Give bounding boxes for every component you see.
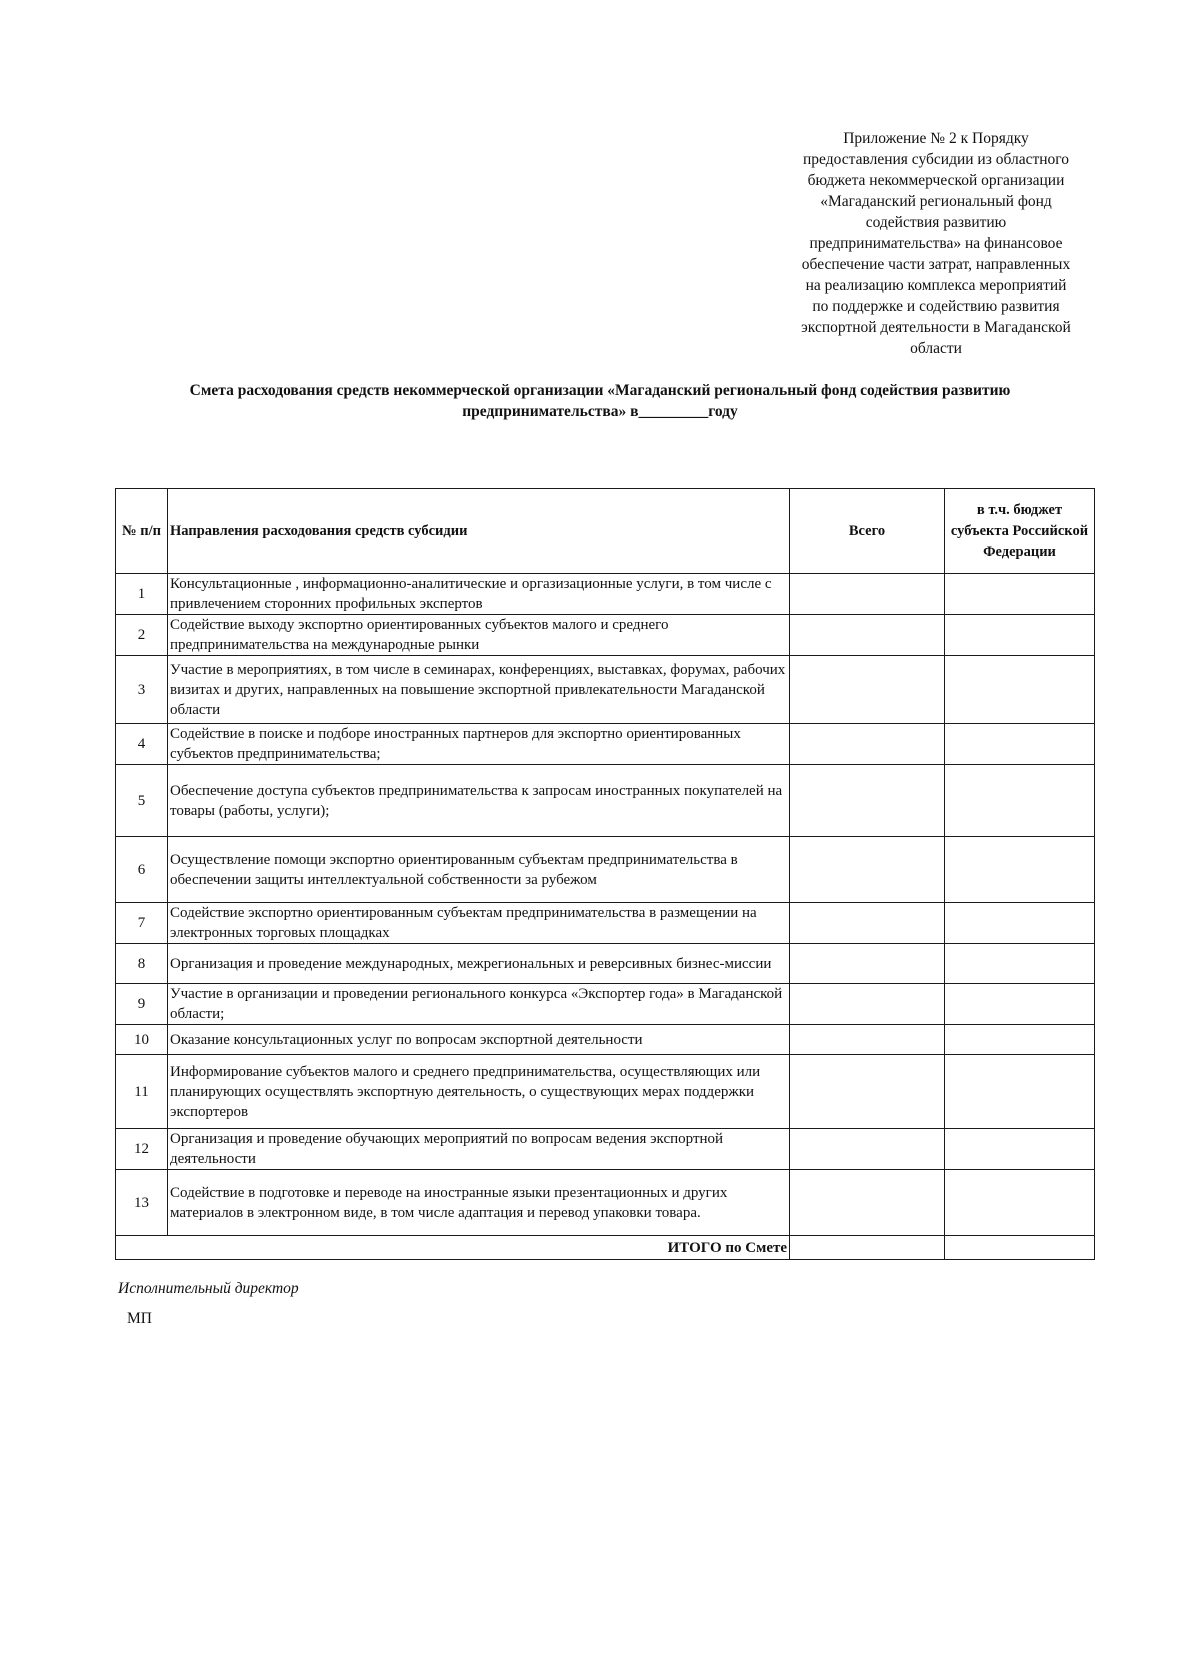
appendix-line: по поддержке и содействию развития (812, 298, 1060, 315)
grand-total-cell[interactable] (790, 1236, 945, 1260)
appendix-line: предоставления субсидии из областного (803, 151, 1069, 168)
table-row (116, 1129, 1095, 1170)
row-total-cell[interactable] (790, 1025, 945, 1055)
row-budget-cell[interactable] (945, 615, 1095, 656)
appendix-line: обеспечение части затрат, направленных (801, 256, 1071, 273)
header-direction: Направления расходования средств субсидии (168, 489, 790, 574)
row-direction: Участие в организации и проведении регионального конкурса «Экспортер года» в Магаданской области; (168, 984, 790, 1025)
row-budget-cell[interactable] (945, 574, 1095, 615)
row-budget-cell[interactable] (945, 765, 1095, 837)
total-row (116, 1236, 1095, 1260)
estimate-table (115, 488, 1095, 1260)
row-direction: Организация и проведение международных, межрегиональных и реверсивных бизнес-миссии (168, 944, 790, 984)
row-direction: Оказание консультационных услуг по вопросам экспортной деятельности (168, 1025, 790, 1055)
row-direction: Содействие в подготовке и переводе на иностранные языки презентационных и других материалов в электронном виде, в том числе адаптация и перевод упаковки товара. (168, 1170, 790, 1236)
row-direction: Информирование субъектов малого и среднего предпринимательства, осуществляющих или планирующих осуществлять экспортную деятельность, о существующих мерах поддержки экспортеров (168, 1055, 790, 1129)
row-number: 1 (116, 574, 168, 615)
row-direction: Содействие в поиске и подборе иностранных партнеров для экспортно ориентированных субъектов предпринимательства; (168, 724, 790, 765)
table-row (116, 944, 1095, 984)
seal-mark: МП (127, 1310, 152, 1327)
table-row (116, 724, 1095, 765)
row-total-cell[interactable] (790, 615, 945, 656)
row-total-cell[interactable] (790, 574, 945, 615)
table-row (116, 1025, 1095, 1055)
appendix-line: предпринимательства» на финансовое (809, 235, 1063, 252)
row-direction: Консультационные , информационно-аналитические и оргазизационные услуги, в том числе с привлечением сторонних профильных экспертов (168, 574, 790, 615)
row-number: 3 (116, 656, 168, 724)
row-direction: Организация и проведение обучающих мероприятий по вопросам ведения экспортной деятельности (168, 1129, 790, 1170)
table-row (116, 765, 1095, 837)
row-budget-cell[interactable] (945, 1129, 1095, 1170)
row-direction: Обеспечение доступа субъектов предпринимательства к запросам иностранных покупателей на товары (работы, услуги); (168, 765, 790, 837)
row-direction: Осуществление помощи экспортно ориентированным субъектам предпринимательства в обеспечении защиты интеллектуальной собственности за рубежом (168, 837, 790, 903)
row-budget-cell[interactable] (945, 944, 1095, 984)
row-number: 6 (116, 837, 168, 903)
table-row (116, 1170, 1095, 1236)
row-number: 8 (116, 944, 168, 984)
signature-title: Исполнительный директор (118, 1280, 299, 1297)
row-number: 13 (116, 1170, 168, 1236)
row-budget-cell[interactable] (945, 724, 1095, 765)
row-number: 2 (116, 615, 168, 656)
row-total-cell[interactable] (790, 1129, 945, 1170)
table-row (116, 984, 1095, 1025)
row-total-cell[interactable] (790, 944, 945, 984)
row-total-cell[interactable] (790, 903, 945, 944)
row-budget-cell[interactable] (945, 837, 1095, 903)
document-title (120, 380, 1080, 422)
appendix-line: содействия развитию (865, 214, 1007, 231)
document-title-line-1: Смета расходования средств некоммерческой организации «Магаданский региональный фонд содействия развитию (189, 382, 1011, 399)
table-row (116, 656, 1095, 724)
row-total-cell[interactable] (790, 1055, 945, 1129)
row-number: 5 (116, 765, 168, 837)
appendix-line: «Магаданский региональный фонд (820, 193, 1052, 210)
row-budget-cell[interactable] (945, 903, 1095, 944)
grand-budget-cell[interactable] (945, 1236, 1095, 1260)
appendix-line: области (910, 340, 962, 357)
header-total: Всего (790, 489, 945, 574)
row-direction: Содействие экспортно ориентированным субъектам предпринимательства в размещении на электронных торговых площадках (168, 903, 790, 944)
row-direction: Участие в мероприятиях, в том числе в семинарах, конференциях, выставках, форумах, рабочих визитах и других, направленных на повышение экспортной привлекательности Магаданской области (168, 656, 790, 724)
appendix-line: экспортной деятельности в Магаданской (801, 319, 1071, 336)
table-row (116, 903, 1095, 944)
row-budget-cell[interactable] (945, 1055, 1095, 1129)
appendix-line: бюджета некоммерческой организации (807, 172, 1065, 189)
appendix-line: на реализацию комплекса мероприятий (805, 277, 1067, 294)
table-row (116, 1055, 1095, 1129)
row-budget-cell[interactable] (945, 1025, 1095, 1055)
appendix-line: Приложение № 2 к Порядку (843, 130, 1029, 147)
row-direction: Содействие выходу экспортно ориентированных субъектов малого и среднего предпринимательства на международные рынки (168, 615, 790, 656)
table-row (116, 615, 1095, 656)
row-budget-cell[interactable] (945, 656, 1095, 724)
row-total-cell[interactable] (790, 1170, 945, 1236)
row-budget-cell[interactable] (945, 1170, 1095, 1236)
row-total-cell[interactable] (790, 837, 945, 903)
row-total-cell[interactable] (790, 984, 945, 1025)
row-number: 11 (116, 1055, 168, 1129)
table-row (116, 837, 1095, 903)
row-number: 4 (116, 724, 168, 765)
row-total-cell[interactable] (790, 765, 945, 837)
row-budget-cell[interactable] (945, 984, 1095, 1025)
header-num: № п/п (116, 489, 168, 574)
row-number: 9 (116, 984, 168, 1025)
row-number: 7 (116, 903, 168, 944)
header-budget: в т.ч. бюджет субъекта Российской Федерации (945, 489, 1095, 574)
row-number: 12 (116, 1129, 168, 1170)
row-total-cell[interactable] (790, 724, 945, 765)
appendix-header (780, 128, 1092, 359)
total-label: ИТОГО по Смете (116, 1236, 790, 1260)
table-header-row (116, 489, 1095, 574)
row-total-cell[interactable] (790, 656, 945, 724)
row-number: 10 (116, 1025, 168, 1055)
document-title-line-2: предпринимательства» в_________году (462, 403, 738, 420)
table-row (116, 574, 1095, 615)
